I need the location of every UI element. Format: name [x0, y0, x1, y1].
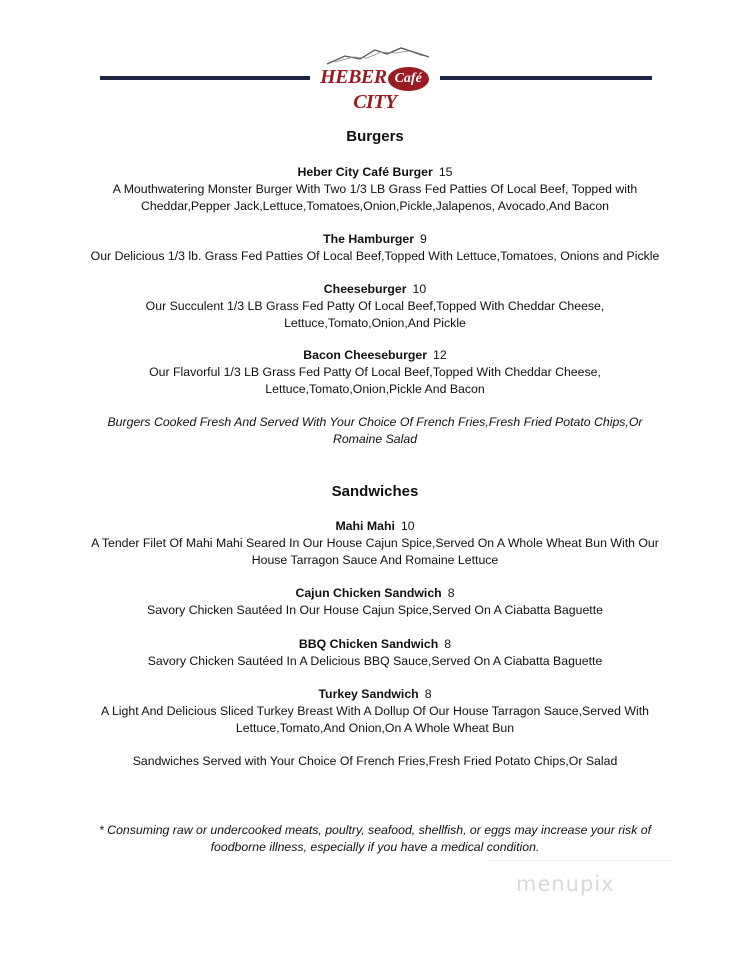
item-description: A Mouthwatering Monster Burger With Two 1/3 LB Grass Fed Patties Of Local Beef, Topped with: [112, 182, 638, 196]
item-description: A Tender Filet Of Mahi Mahi Seared In Our House Cajun Spice,Served On A Whole Wheat Bun With Our: [91, 536, 659, 550]
menu-item: [80, 164, 670, 215]
watermark-divider: [490, 860, 670, 861]
menu-item: [80, 585, 670, 619]
item-name: The Hamburger: [323, 232, 415, 246]
item-description: Our Flavorful 1/3 LB Grass Fed Patty Of Local Beef,Topped With Cheddar Cheese,: [149, 365, 601, 379]
header-rule-left: [100, 76, 310, 80]
item-description: Our Succulent 1/3 LB Grass Fed Patty Of Local Beef,Topped With Cheddar Cheese,: [145, 299, 605, 313]
item-price: 10: [412, 282, 427, 296]
menu-item: [80, 231, 670, 265]
food-safety-disclaimer: [70, 822, 680, 856]
item-name: Heber City Café Burger: [297, 165, 433, 179]
item-description: House Tarragon Sauce And Romaine Lettuce: [251, 553, 499, 567]
item-name: Mahi Mahi: [335, 519, 395, 533]
note-line: Sandwiches Served with Your Choice Of French Fries,Fresh Fried Potato Chips,Or Salad: [132, 754, 618, 768]
item-price: 15: [438, 165, 453, 179]
menu-item: [80, 347, 670, 398]
logo-cafe: Café: [388, 67, 429, 91]
item-description: Savory Chicken Sautéed In Our House Cajun Spice,Served On A Ciabatta Baguette: [147, 603, 603, 617]
disclaimer-line: * Consuming raw or undercooked meats, poultry, seafood, shellfish, or eggs may increase your risk of: [98, 823, 652, 837]
note-line: Burgers Cooked Fresh And Served With Your Choice Of French Fries,Fresh Fried Potato Chips,Or: [107, 415, 643, 429]
menu-item: [80, 636, 670, 670]
item-price: 12: [433, 348, 447, 362]
disclaimer-line: foodborne illness, especially if you have a medical condition.: [210, 840, 540, 854]
sandwiches-section-title: Sandwiches: [331, 483, 419, 500]
item-price: 8: [444, 637, 452, 651]
menupix-watermark: menupix: [516, 872, 615, 896]
item-name: Bacon Cheeseburger: [303, 348, 427, 362]
logo-heber: HEBER: [320, 66, 387, 88]
item-name: Cajun Chicken Sandwich: [295, 586, 442, 600]
burgers-section-title: Burgers: [346, 128, 404, 145]
item-price: 10: [400, 519, 415, 533]
sandwiches-note: [80, 753, 670, 770]
item-description: Lettuce,Tomato,Onion,Pickle And Bacon: [265, 382, 485, 396]
item-description: Lettuce,Tomato,And Onion,On A Whole Wheat Bun: [235, 721, 515, 735]
item-description: Lettuce,Tomato,Onion,And Pickle: [284, 316, 466, 330]
item-description: Cheddar,Pepper Jack,Lettuce,Tomatoes,Onion,Pickle,Jalapenos, Avocado,And Bacon: [140, 199, 610, 213]
burgers-note: [80, 414, 670, 448]
item-price: 9: [420, 232, 427, 246]
item-price: 8: [424, 687, 432, 701]
note-line: Romaine Salad: [332, 432, 418, 446]
item-description: Savory Chicken Sautéed In A Delicious BBQ Sauce,Served On A Ciabatta Baguette: [147, 654, 603, 668]
menu-item: [80, 281, 670, 332]
item-description: A Light And Delicious Sliced Turkey Breast With A Dollup Of Our House Tarragon Sauce,Served With: [101, 704, 649, 718]
logo-city: CITY: [353, 90, 397, 113]
menu-item: [80, 518, 670, 569]
item-description: Our Delicious 1/3 lb. Grass Fed Patties Of Local Beef,Topped With Lettuce,Tomatoes, Onions and Pickle: [90, 249, 660, 263]
item-name: BBQ Chicken Sandwich: [298, 637, 439, 651]
item-name: Turkey Sandwich: [318, 687, 419, 701]
menu-item: [80, 686, 670, 737]
brand-logo: [306, 66, 444, 114]
header-rule-right: [440, 76, 652, 80]
item-name: Cheeseburger: [323, 282, 407, 296]
item-price: 8: [447, 586, 455, 600]
